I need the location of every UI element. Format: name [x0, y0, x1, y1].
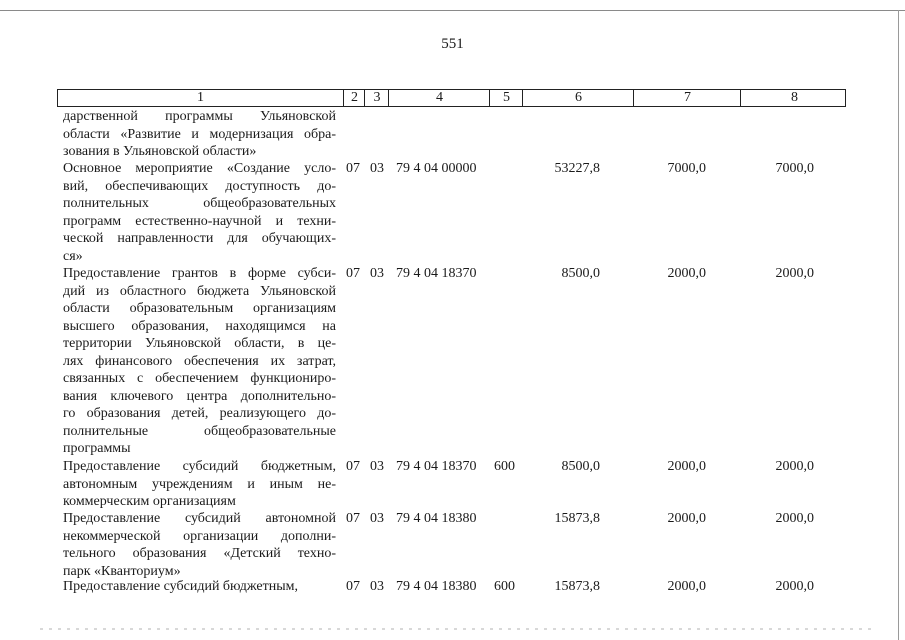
amount-col-7: 2000,0: [667, 579, 706, 594]
section-code: 07: [346, 161, 360, 176]
scan-frame-top: [0, 10, 905, 11]
description-line: высшего образования, находящимся на: [63, 318, 336, 334]
amount-col-6: 15873,8: [554, 579, 600, 594]
description-line: Предоставление субсидий бюджетным,: [63, 459, 336, 474]
row-description: [63, 108, 336, 161]
subsection-code: 03: [370, 459, 384, 474]
description-line: Основное мероприятие «Создание усло-: [63, 161, 336, 176]
target-article-code: 79 4 04 18370: [396, 266, 477, 281]
amount-col-6: 8500,0: [561, 459, 600, 474]
amount-col-6: 15873,8: [554, 511, 600, 526]
table-row: [0, 108, 905, 161]
target-article-code: 79 4 04 18370: [396, 459, 477, 474]
table-row: [0, 578, 905, 596]
amount-col-8: 2000,0: [775, 511, 814, 526]
header-col-3: 3: [364, 90, 389, 106]
description-line: го образования детей, реализующего до-: [63, 406, 336, 421]
amount-col-7: 2000,0: [667, 511, 706, 526]
description-line: Предоставление субсидий бюджетным,: [63, 579, 299, 594]
description-line: коммерческим организациям: [63, 494, 236, 509]
section-code: 07: [346, 266, 360, 281]
description-line: Предоставление субсидий автономной: [63, 511, 336, 526]
header-col-1: 1: [197, 90, 204, 105]
amount-col-7: 2000,0: [667, 266, 706, 281]
description-line: Предоставление грантов в форме субси-: [63, 266, 336, 281]
section-code: 07: [346, 579, 360, 594]
description-line: полнительные общеобразовательные: [63, 423, 336, 439]
description-line: дий из областного бюджета Ульяновской: [63, 283, 336, 299]
amount-col-6: 53227,8: [554, 161, 600, 176]
header-col-6: 6: [522, 90, 634, 106]
description-line: зования в Ульяновской области»: [63, 144, 257, 159]
page-number: 551: [441, 36, 464, 52]
amount-col-8: 2000,0: [775, 579, 814, 594]
header-col-5: 5: [489, 90, 523, 106]
amount-col-6: 8500,0: [561, 266, 600, 281]
description-line: дарственной программы Ульяновской: [63, 109, 336, 124]
amount-col-7: 7000,0: [667, 161, 706, 176]
description-line: полнительных общеобразовательных: [63, 196, 336, 211]
expense-type-code: 600: [494, 459, 515, 474]
description-line: автономным учреждениям и иным не-: [63, 476, 336, 492]
header-col-2: 2: [343, 90, 365, 106]
description-line: программы: [63, 441, 131, 456]
subsection-code: 03: [370, 161, 384, 176]
table-row: [0, 160, 905, 265]
table-row: [0, 458, 905, 511]
expense-type-code: 600: [494, 579, 515, 594]
header-col-8: 8: [740, 90, 848, 106]
description-line: лях финансового обеспечения их затрат,: [63, 353, 336, 369]
table-header-row: [57, 89, 846, 107]
scan-noise: [40, 628, 875, 630]
target-article-code: 79 4 04 18380: [396, 579, 477, 594]
description-line: некоммерческой организации дополни-: [63, 528, 336, 544]
table-row: [0, 265, 905, 458]
amount-col-7: 2000,0: [667, 459, 706, 474]
subsection-code: 03: [370, 579, 384, 594]
description-line: вий, обеспечивающих доступность до-: [63, 178, 336, 194]
description-line: территории Ульяновской области, в це-: [63, 336, 336, 351]
subsection-code: 03: [370, 511, 384, 526]
section-code: 07: [346, 511, 360, 526]
description-line: ческой направленности для обучающих-: [63, 231, 336, 246]
header-col-7: 7: [633, 90, 741, 106]
description-line: области образовательным организациям: [63, 301, 336, 316]
target-article-code: 79 4 04 00000: [396, 161, 477, 176]
target-article-code: 79 4 04 18380: [396, 511, 477, 526]
amount-col-8: 2000,0: [775, 266, 814, 281]
description-line: ся»: [63, 248, 83, 264]
description-line: программ естественно-научной и техни-: [63, 213, 336, 229]
description-line: вания ключевого центра дополнительно-: [63, 388, 336, 404]
description-line: парк «Кванториум»: [63, 563, 181, 579]
section-code: 07: [346, 459, 360, 474]
amount-col-8: 2000,0: [775, 459, 814, 474]
subsection-code: 03: [370, 266, 384, 281]
header-col-4: 4: [388, 90, 490, 106]
amount-col-8: 7000,0: [775, 161, 814, 176]
description-line: области «Развитие и модернизация обра-: [63, 126, 336, 142]
table-row: [0, 510, 905, 580]
row-description: [63, 265, 336, 458]
description-line: связанных с обеспечением функциониро-: [63, 371, 336, 386]
description-line: тельного образования «Детский техно-: [63, 546, 336, 561]
